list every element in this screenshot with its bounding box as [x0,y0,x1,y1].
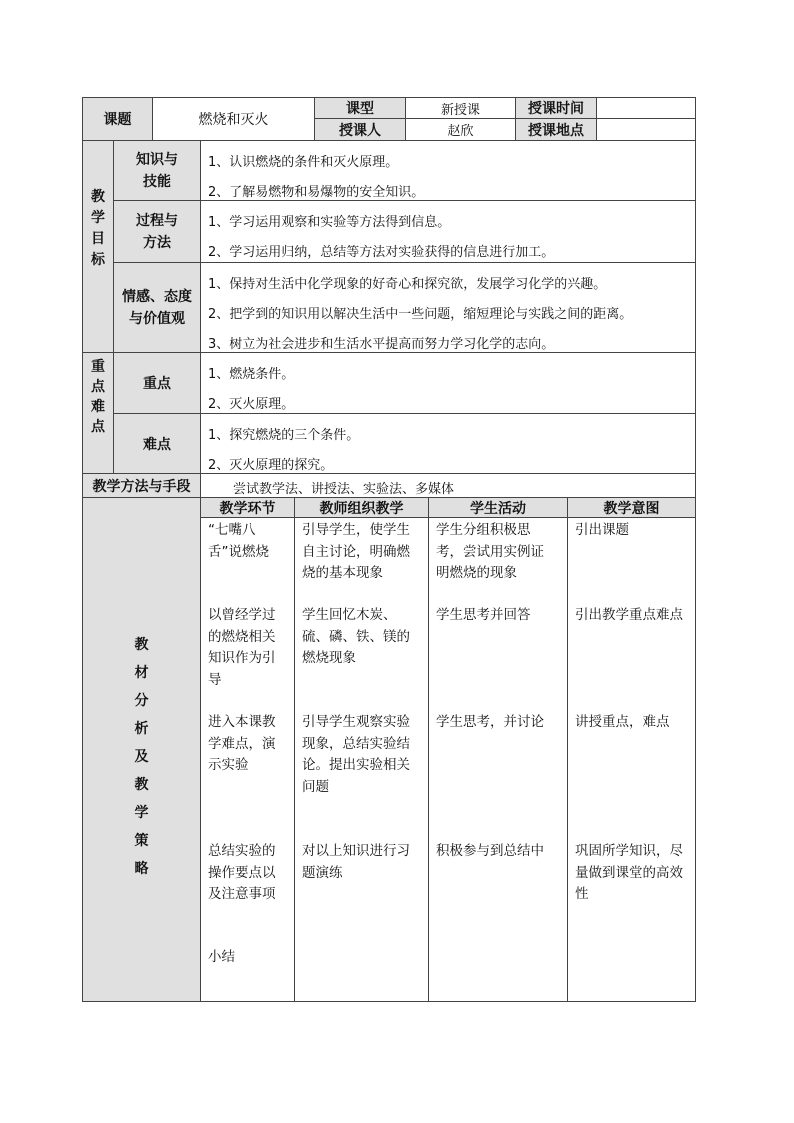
objective-item: 3、树立为社会进步和生活水平提高而努力学习化学的志向。 [208,337,555,352]
place-label [515,118,597,141]
teacher-item: 引导学生观察实验 现象，总结实验结 论。提出实验相关 问题 [302,714,410,795]
label-line: 过程与 [136,212,178,229]
group-char: 分 [134,693,149,709]
group-char: 难 [91,399,105,415]
group-char: 析 [134,721,149,737]
teacher-value [405,118,516,141]
column-stage [200,517,295,1002]
stage-item: “七嘴八 舌”说燃烧 [208,522,269,560]
group-char: 材 [134,665,149,681]
group-char: 策 [134,833,149,849]
time-value[interactable] [596,97,696,119]
group-char: 学 [91,210,105,226]
keypoint-label-difficult [113,413,201,474]
place-label-text: 授课地点 [528,122,584,139]
column-header-student [428,497,568,518]
place-value[interactable] [596,118,696,141]
teacher-value-text: 赵欣 [447,124,474,139]
keypoint-item: 1、燃烧条件。 [208,367,295,382]
objective-item: 2、了解易燃物和易爆物的安全知识。 [208,185,425,200]
methods-label-text: 教学方法与手段 [92,478,191,495]
keypoint-item: 1、探究燃烧的三个条件。 [208,428,360,443]
type-label [314,97,406,119]
topic-label-text: 课题 [103,112,132,128]
group-char: 目 [91,231,105,247]
intent-item: 巩固所学知识，尽 量做到课堂的高效 性 [575,843,683,902]
intent-item: 引出教学重点难点 [575,607,683,623]
keypoint-label-key [113,352,201,414]
column-header-text: 学生活动 [470,500,526,517]
group-char: 点 [91,379,105,395]
keypoint-content-key [200,352,696,414]
topic-value-text: 燃烧和灭火 [198,112,269,128]
objective-item: 1、学习运用观察和实验等方法得到信息。 [208,215,451,230]
objective-label-knowledge [113,140,201,201]
column-header-text: 教学意图 [603,500,660,517]
keypoint-content-difficult [200,413,696,474]
intent-item: 讲授重点，难点 [575,714,670,730]
group-char: 及 [134,749,149,765]
objectives-group-label [82,140,114,353]
teacher-label-text: 授课人 [339,122,381,139]
keypoint-label-text: 重点 [143,376,171,392]
objective-item: 1、保持对生活中化学现象的好奇心和探究欲，发展学习化学的兴趣。 [208,277,607,292]
group-char: 重 [91,359,105,375]
column-header-text: 教师组织教学 [319,500,404,517]
column-header-intent [567,497,696,518]
student-item: 积极参与到总结中 [436,843,544,859]
label-line: 技能 [143,173,171,190]
objective-item: 2、把学到的知识用以解决生活中一些问题，缩短理论与实践之间的距离。 [208,307,633,322]
time-label [515,97,597,119]
intent-item: 引出课题 [575,522,629,538]
keypoint-label-text: 难点 [143,436,171,453]
stage-item: 进入本课教 学难点，演 示实验 [208,714,276,773]
student-item: 学生分组积极思 考，尝试用实例证 明燃烧的现象 [436,522,544,581]
teacher-item: 引导学生，使学生 自主讨论，明确燃 烧的基本现象 [302,522,410,581]
column-header-teacher [294,497,429,518]
objective-content-process [200,200,696,263]
methods-value-text: 尝试教学法、讲授法、实验法、多媒体 [233,482,455,497]
student-item: 学生思考，并讨论 [436,714,544,730]
group-char: 教 [134,637,149,653]
objective-label-attitude [113,262,201,353]
student-item: 学生思考并回答 [436,607,531,623]
methods-value [200,473,696,498]
teacher-label [314,118,406,141]
objective-content-attitude [200,262,696,353]
stage-item: 总结实验的 操作要点以 及注意事项 [208,843,276,902]
keypoint-item: 2、灭火原理的探究。 [208,458,334,473]
label-line: 知识与 [136,151,178,168]
type-value-text: 新授课 [440,102,480,118]
column-header-text: 教学环节 [219,500,276,517]
topic-value [152,97,315,141]
column-header-stage [200,497,295,518]
column-teacher [294,517,429,1002]
label-line: 情感、态度 [122,288,192,305]
objective-item: 1、认识燃烧的条件和灭火原理。 [208,155,399,170]
teacher-item: 对以上知识进行习 题演练 [302,843,410,881]
group-char: 学 [134,805,149,821]
objective-item: 2、学习运用归纳，总结等方法对实验获得的信息进行加工。 [208,245,555,260]
type-value [405,97,516,119]
methods-label [82,473,201,498]
column-student [428,517,568,1002]
group-char: 略 [134,861,149,877]
teacher-item: 学生回忆木炭、 硫、磷、铁、镁的 燃烧现象 [302,607,410,666]
objective-content-knowledge [200,140,696,201]
column-intent [567,517,696,1002]
topic-label [82,97,153,141]
label-line: 与价值观 [129,310,185,327]
stage-item: 以曾经学过 的燃烧相关 知识作为引 导 [208,607,276,688]
objective-label-process [113,200,201,263]
keypoints-group-label [82,352,114,474]
stage-item: 小结 [208,949,235,965]
type-label-text: 课型 [346,101,374,117]
label-line: 方法 [143,234,171,251]
analysis-group-label [82,497,201,1002]
group-char: 教 [91,189,105,205]
time-label-text: 授课时间 [528,101,584,117]
group-char: 点 [91,419,105,435]
group-char: 标 [91,252,105,268]
group-char: 教 [134,777,149,793]
keypoint-item: 2、灭火原理。 [208,397,295,412]
